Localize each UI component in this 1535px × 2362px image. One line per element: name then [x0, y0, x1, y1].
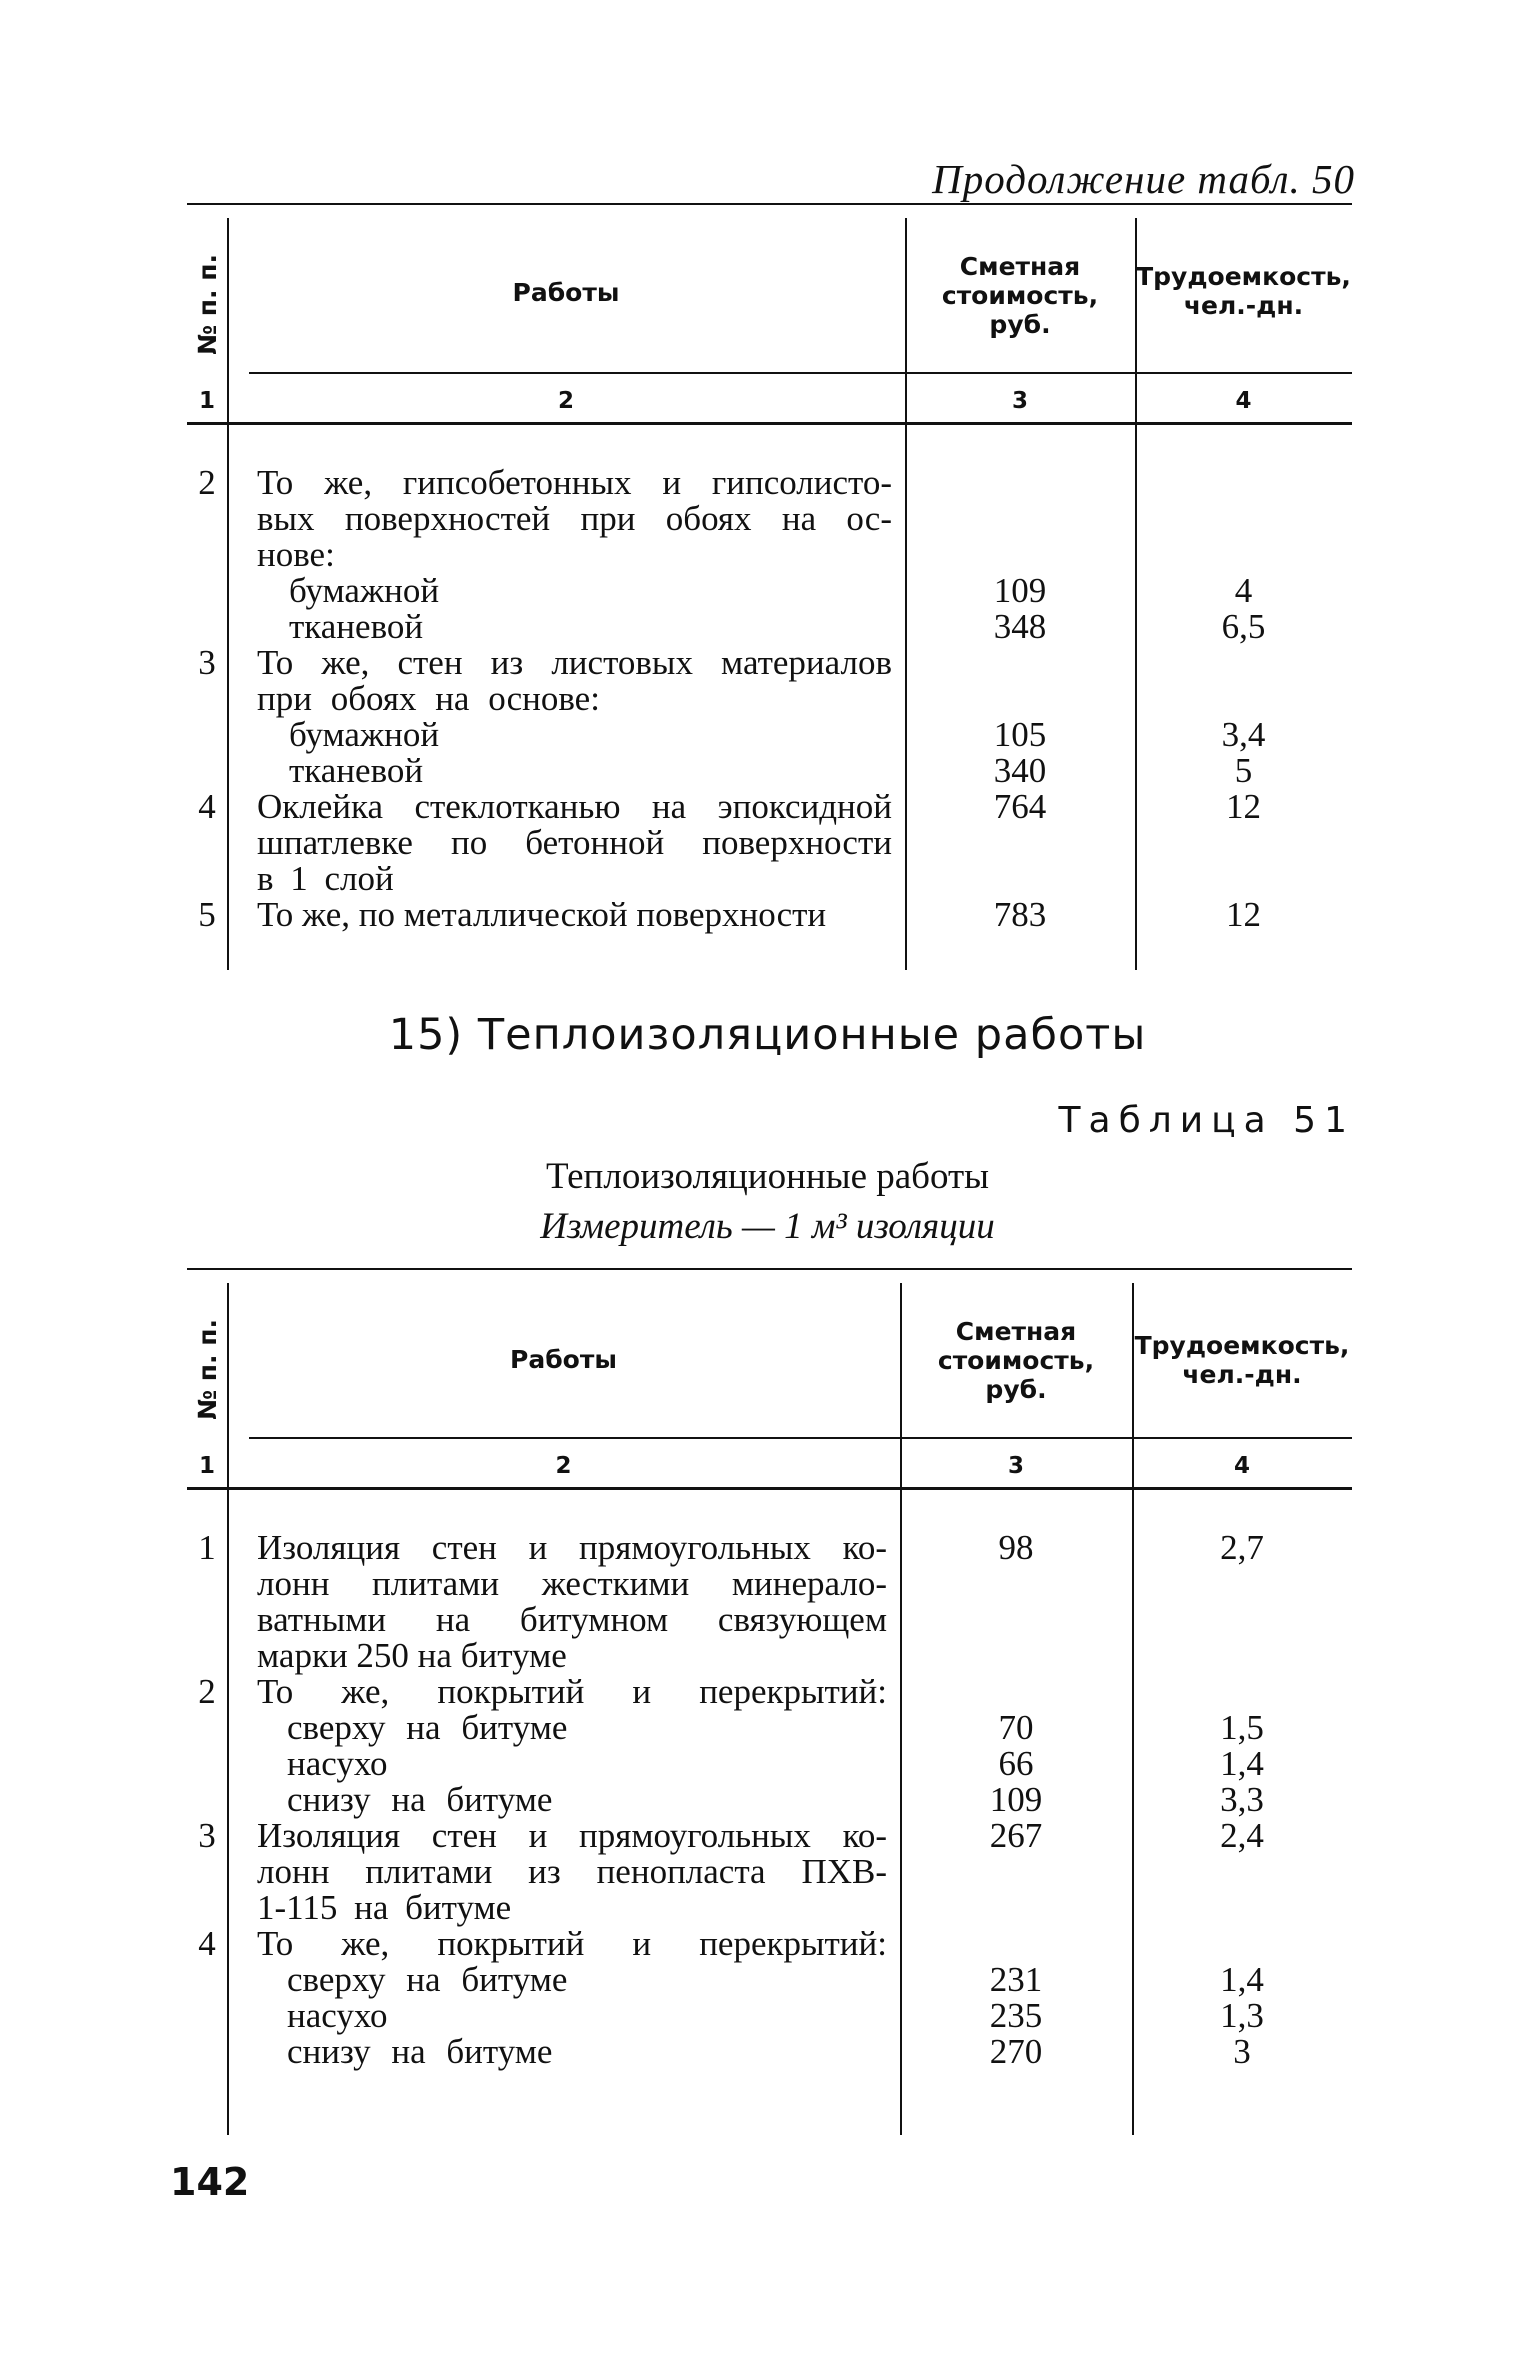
- sub-label: насухо: [287, 1744, 388, 1783]
- row-number: 4: [198, 1924, 216, 1963]
- labor-value: 6,5: [1221, 607, 1266, 646]
- labor-value: 12: [1226, 895, 1261, 934]
- cost-value: 340: [993, 751, 1047, 790]
- cost-value: 783: [993, 895, 1047, 934]
- sub-label: снизу на битуме: [287, 1780, 553, 1819]
- labor-value: 4: [1234, 571, 1253, 610]
- row-text-line: Изоляция стен и прямоугольных ко-: [257, 1528, 887, 1567]
- sub-label: сверху на битуме: [287, 1960, 568, 1999]
- labor-value: 1,3: [1220, 1996, 1264, 2035]
- header-work: Работы: [512, 278, 620, 307]
- header-cost-line: Сметная: [955, 1317, 1077, 1346]
- row-text-line: ватными на битумном связующем: [257, 1600, 887, 1639]
- labor-value: 2,7: [1220, 1528, 1264, 1567]
- table-body: [187, 1530, 1352, 2130]
- row-text-line: То же, стен из листовых материалов: [257, 643, 892, 682]
- row-text-line: 1-115 на битуме: [257, 1888, 512, 1927]
- header-cost-line: руб.: [985, 1375, 1047, 1404]
- row-text-line: Изоляция стен и прямоугольных ко-: [257, 1816, 887, 1855]
- sub-label: насухо: [287, 1996, 388, 2035]
- colnum-bottom-rule: [187, 1487, 1352, 1490]
- row-text-line: нове:: [257, 535, 335, 574]
- table-body: [187, 465, 1352, 965]
- colnum-1: 1: [198, 1453, 215, 1479]
- labor-value: 12: [1226, 787, 1261, 826]
- header-cost-line: Сметная: [959, 252, 1081, 281]
- header-work: Работы: [510, 1345, 617, 1374]
- sub-label: бумажной: [289, 571, 440, 610]
- measure-unit: Измеритель — 1 м³ изоляции: [540, 1206, 995, 1247]
- header-bottom-rule: [249, 1437, 1352, 1439]
- row-number: 2: [198, 1672, 216, 1711]
- sub-label: сверху на битуме: [287, 1708, 568, 1747]
- colnum-1: 1: [198, 388, 215, 414]
- header-num: № п. п.: [193, 253, 223, 356]
- row-number: 3: [198, 1816, 216, 1855]
- cost-value: 98: [998, 1528, 1034, 1567]
- header-labor-line: Трудоемкость,: [1134, 1331, 1350, 1360]
- row-number: 5: [198, 895, 216, 934]
- sub-label: тканевой: [289, 607, 424, 646]
- row-text-line: То же, по металлической поверхности: [257, 895, 827, 934]
- labor-value: 3,4: [1221, 715, 1266, 754]
- colnum-4: 4: [1233, 1453, 1250, 1479]
- labor-value: 1,4: [1220, 1744, 1264, 1783]
- row-number: 4: [198, 787, 216, 826]
- cost-value: 235: [989, 1996, 1043, 2035]
- colnum-bottom-rule: [187, 422, 1352, 425]
- row-number: 1: [198, 1528, 216, 1567]
- labor-value: 3,3: [1220, 1780, 1264, 1819]
- table-51: [187, 1265, 1352, 2135]
- cost-value: 348: [993, 607, 1047, 646]
- cost-value: 764: [993, 787, 1047, 826]
- row-text-line: То же, гипсобетонных и гипсолисто-: [257, 463, 892, 502]
- sub-label: тканевой: [289, 751, 424, 790]
- row-text-line: марки 250 на битуме: [257, 1636, 567, 1675]
- labor-value: 5: [1234, 751, 1253, 790]
- row-text-line: То же, покрытий и перекрытий:: [257, 1924, 887, 1963]
- cost-value: 231: [989, 1960, 1043, 1999]
- table-top-rule: [187, 1268, 1352, 1270]
- row-text-line: Оклейка стеклотканью на эпоксидной: [257, 787, 892, 826]
- table-50-continuation: [187, 200, 1352, 970]
- row-text-line: в 1 слой: [257, 859, 394, 898]
- header-labor-line: чел.-дн.: [1182, 1360, 1302, 1389]
- row-text-line: вых поверхностей при обоях на ос-: [257, 499, 892, 538]
- cost-value: 270: [989, 2032, 1043, 2071]
- header-cost-line: руб.: [989, 310, 1051, 339]
- header-cost-line: стоимость,: [937, 1346, 1095, 1375]
- page-number: 142: [170, 2160, 250, 2204]
- sub-label: снизу на битуме: [287, 2032, 553, 2071]
- labor-value: 1,5: [1220, 1708, 1264, 1747]
- row-text-line: при обоях на основе:: [257, 679, 600, 718]
- cost-value: 105: [993, 715, 1047, 754]
- header-bottom-rule: [249, 372, 1352, 374]
- header-cost-line: стоимость,: [941, 281, 1099, 310]
- row-text-line: То же, покрытий и перекрытий:: [257, 1672, 887, 1711]
- colnum-2: 2: [555, 1453, 572, 1479]
- colnum-2: 2: [557, 388, 574, 414]
- header-labor-line: чел.-дн.: [1183, 291, 1304, 320]
- header-num: № п. п.: [193, 1318, 223, 1421]
- table-top-rule: [187, 203, 1352, 205]
- cost-value: 109: [989, 1780, 1043, 1819]
- labor-value: 3: [1233, 2032, 1251, 2071]
- header-labor: [1132, 1331, 1352, 1389]
- header-labor: [1135, 262, 1352, 320]
- colnum-3: 3: [1011, 388, 1028, 414]
- table-label: Таблица 51: [1058, 1100, 1355, 1141]
- row-text-line: шпатлевке по бетонной поверхности: [257, 823, 892, 862]
- row-text-line: лонн плитами жесткими минерало-: [257, 1564, 887, 1603]
- cost-value: 109: [993, 571, 1047, 610]
- header-cost: [905, 252, 1135, 339]
- row-text-line: лонн плитами из пенопласта ПХВ-: [257, 1852, 887, 1891]
- cost-value: 66: [998, 1744, 1034, 1783]
- row-number: 2: [198, 463, 216, 502]
- labor-value: 1,4: [1220, 1960, 1264, 1999]
- header-cost: [900, 1317, 1132, 1404]
- cost-value: 70: [998, 1708, 1034, 1747]
- table-title: Теплоизоляционные работы: [545, 1156, 990, 1197]
- colnum-4: 4: [1235, 388, 1252, 414]
- row-number: 3: [198, 643, 216, 682]
- header-labor-line: Трудоемкость,: [1136, 262, 1351, 291]
- sub-label: бумажной: [289, 715, 440, 754]
- continuation-caption: Продолжение табл. 50: [932, 156, 1355, 202]
- section-title: 15) Теплоизоляционные работы: [388, 1010, 1147, 1060]
- cost-value: 267: [989, 1816, 1043, 1855]
- colnum-3: 3: [1007, 1453, 1024, 1479]
- labor-value: 2,4: [1220, 1816, 1264, 1855]
